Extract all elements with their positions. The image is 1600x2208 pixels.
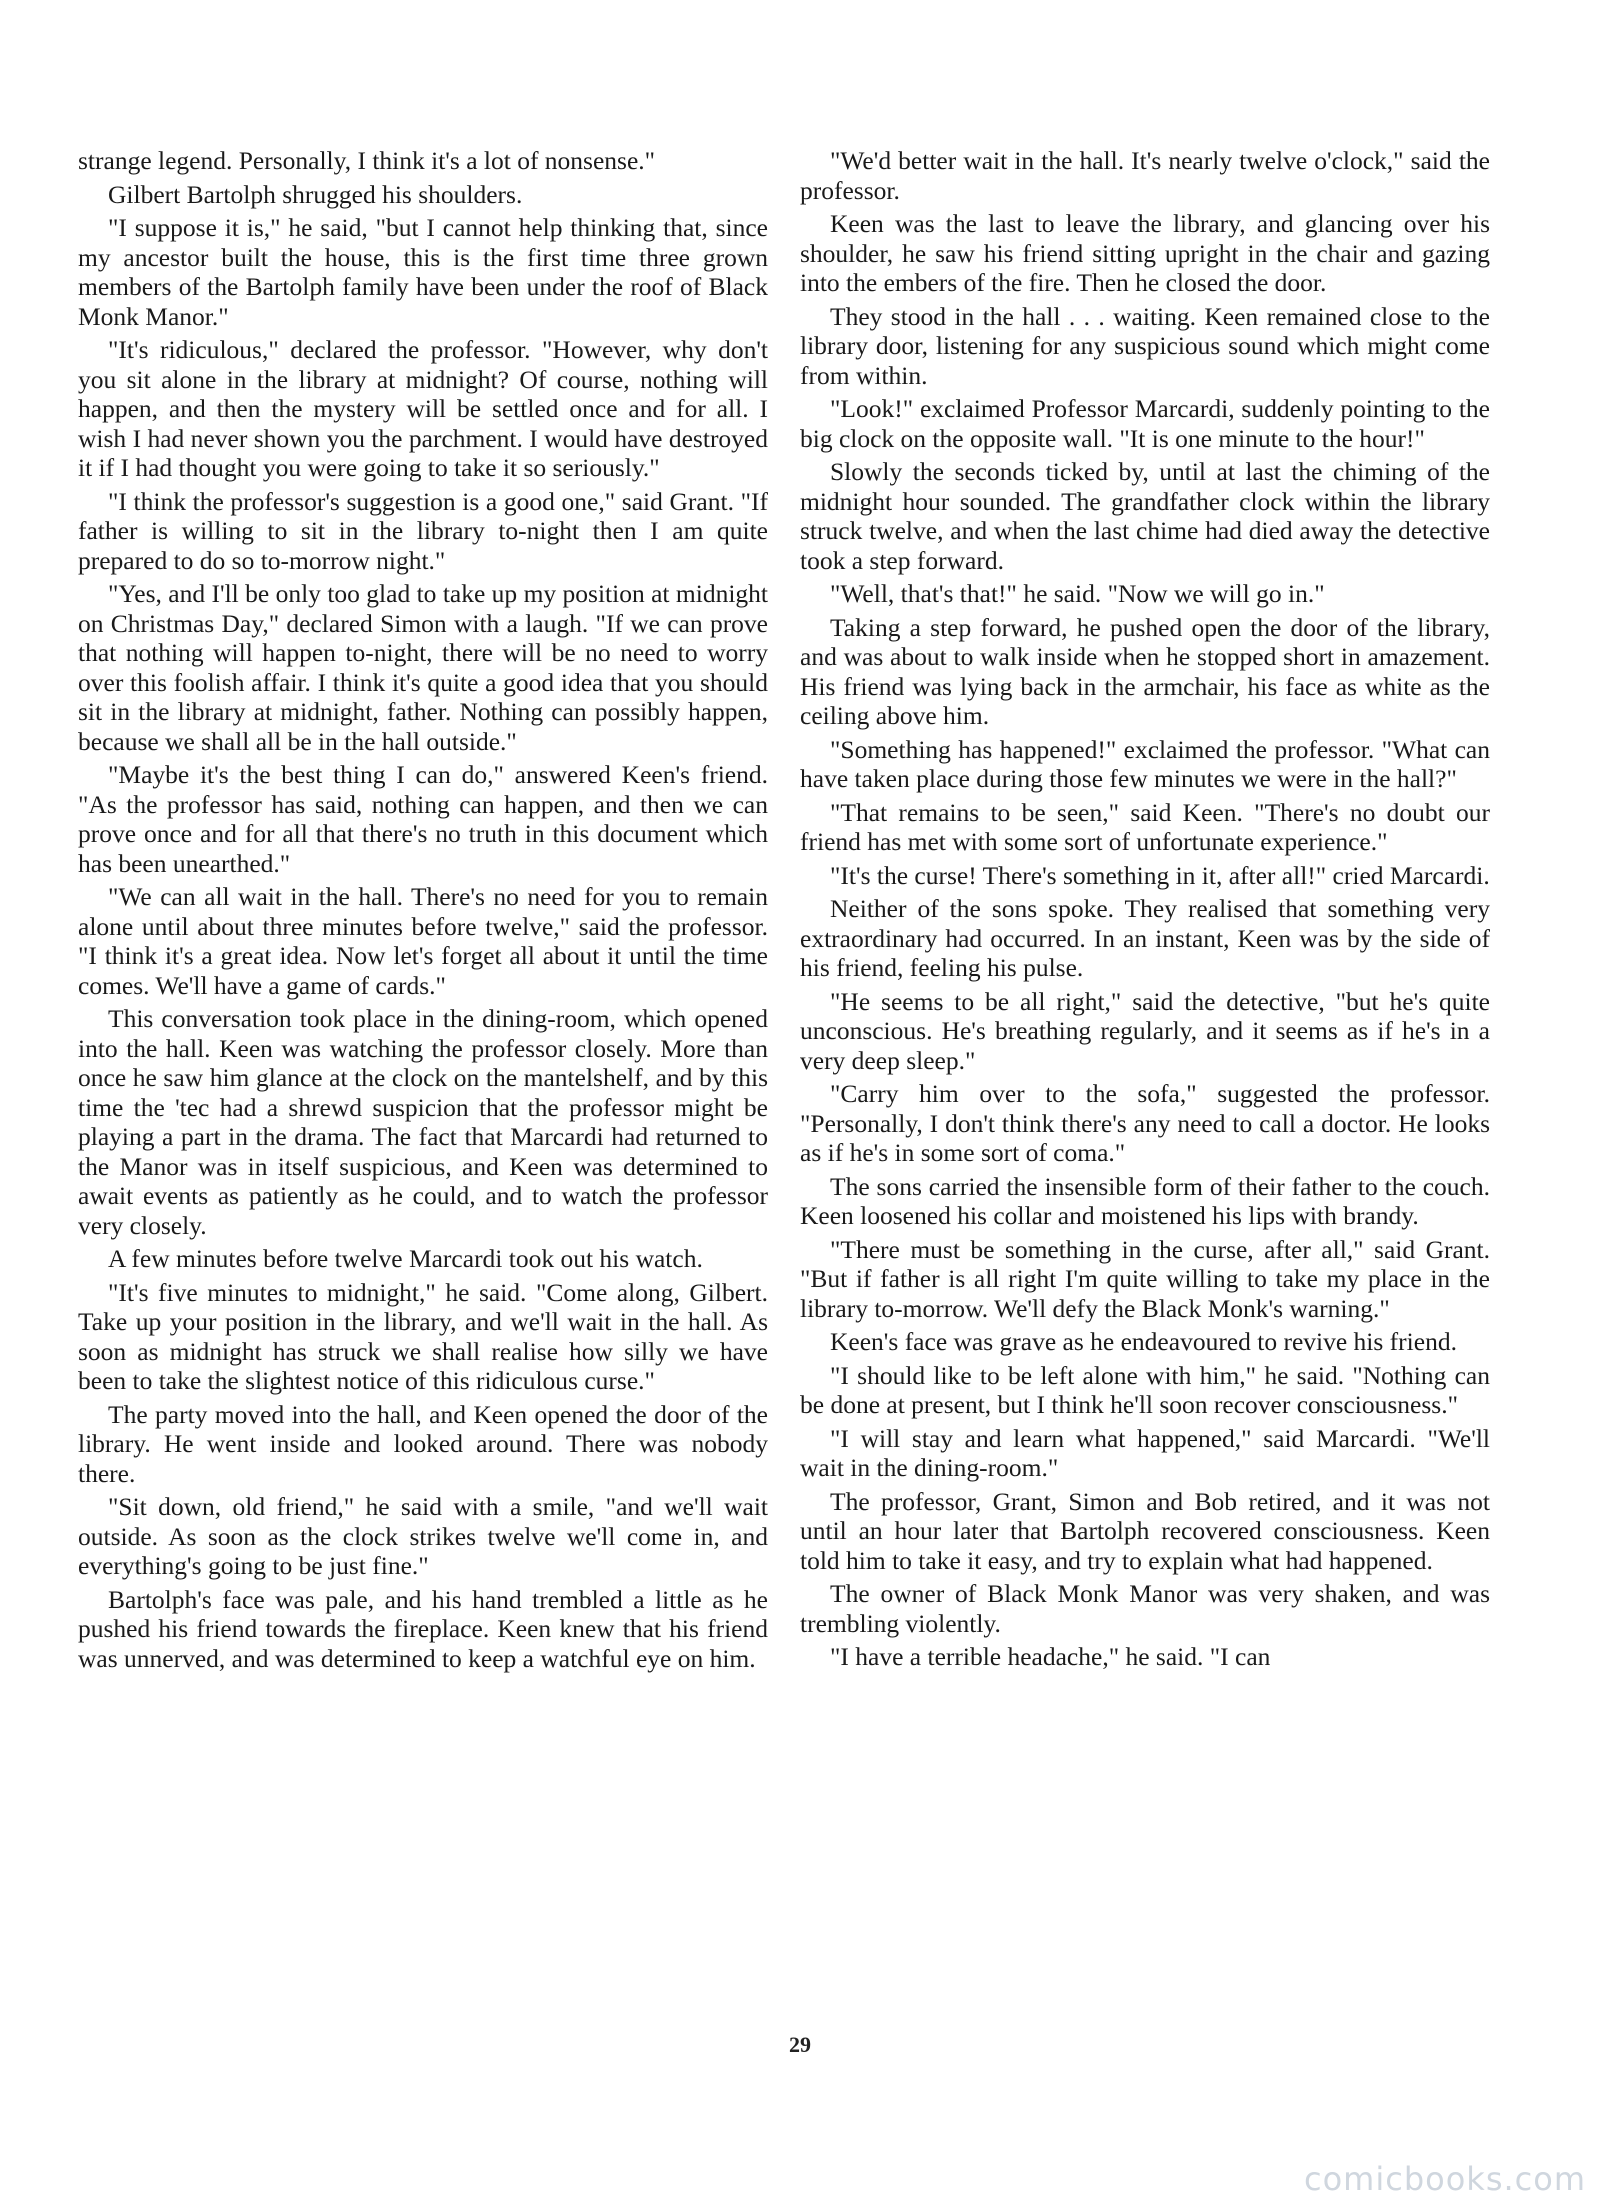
text-column-right [800,146,1490,1676]
text-column-left [78,146,768,1677]
paragraph: "It's ridiculous," declared the professor. "However, why don't you sit alone in the library at midnight? Of course, nothing will happen, and then the mystery will be settled once and for all. I wish I had never shown you the parchment. I would have destroyed it if I had thought you were going to take it so seriously." [78,335,768,482]
page-number: 29 [789,2032,811,2057]
paragraph: "Maybe it's the best thing I can do," answered Keen's friend. "As the professor has said, nothing can happen, and then we can prove once and for all that there's no truth in this document which has been unearthed." [78,760,768,878]
paragraph: "I suppose it is," he said, "but I cannot help thinking that, since my ancestor built the house, this is the first time three grown members of the Bartolph family have been under the roof of Black Monk Manor." [78,213,768,331]
paragraph: The sons carried the insensible form of their father to the couch. Keen loosened his collar and moistened his lips with brandy. [800,1171,1490,1230]
paragraph: "It's five minutes to midnight," he said. "Come along, Gilbert. Take up your position in the library, and we'll wait in the hall. As soon as midnight has struck we shall realise how silly we have been to take the slightest notice of this ridiculous curse." [78,1277,768,1395]
paragraph: strange legend. Personally, I think it's a lot of nonsense." [78,146,656,175]
paragraph: "Something has happened!" exclaimed the professor. "What can have taken place during those few minutes we were in the hall?" [800,734,1490,793]
paragraph: "I have a terrible headache," he said. "I can [830,1642,1271,1671]
paragraph: Bartolph's face was pale, and his hand trembled a little as he pushed his friend towards the fireplace. Keen knew that his friend was unnerved, and was determined to keep a watchful eye on him. [78,1584,768,1673]
paragraph: Taking a step forward, he pushed open the door of the library, and was about to walk inside when he stopped short in amazement. His friend was lying back in the armchair, his face as white as the ceiling above him. [800,612,1490,730]
paragraph: "It's the curse! There's something in it, after all!" cried Marcardi. [830,860,1490,890]
paragraph: "I should like to be left alone with him," he said. "Nothing can be done at present, but I think he'll soon recover consciousness." [800,1360,1490,1419]
paragraph: The party moved into the hall, and Keen opened the door of the library. He went inside and looked around. There was nobody there. [78,1399,768,1488]
paragraph: "That remains to be seen," said Keen. "There's no doubt our friend has met with some sort of unfortunate experience." [800,797,1490,856]
paragraph: The owner of Black Monk Manor was very shaken, and was trembling violently. [800,1579,1490,1638]
paragraph: "Look!" exclaimed Professor Marcardi, suddenly pointing to the big clock on the opposite wall. "It is one minute to the hour!" [800,394,1490,453]
watermark: comicbooks.com [1303,2160,1586,2198]
paragraph: A few minutes before twelve Marcardi took out his watch. [108,1244,703,1273]
paragraph: "I will stay and learn what happened," said Marcardi. "We'll wait in the dining-room." [800,1423,1490,1482]
paragraph: "I think the professor's suggestion is a good one," said Grant. "If father is willing to sit in the library to-night then I am quite prepared to do so to-morrow night." [78,486,768,575]
paragraph: "We'd better wait in the hall. It's nearly twelve o'clock," said the professor. [800,146,1490,205]
paragraph: "He seems to be all right," said the detective, "but he's quite unconscious. He's breathing regularly, and it seems as if he's in a very deep sleep." [800,986,1490,1075]
paragraph: Slowly the seconds ticked by, until at last the chiming of the midnight hour sounded. The grandfather clock within the library struck twelve, and when the last chime had died away the detective took a step forward. [800,457,1490,575]
paragraph: "Well, that's that!" he said. "Now we will go in." [830,579,1325,608]
paragraph: This conversation took place in the dining-room, which opened into the hall. Keen was watching the professor closely. More than once he saw him glance at the clock on the mantelshelf, and by this time the 'tec had a shrewd suspicion that the professor might be playing a part in the drama. The fact that Marcardi had returned to the Manor was in itself suspicious, and Keen was determined to await events as patiently as he could, and to watch the professor very closely. [78,1004,768,1240]
paragraph: They stood in the hall . . . waiting. Keen remained close to the library door, listening for any suspicious sound which might come from within. [800,301,1490,390]
paragraph: "Yes, and I'll be only too glad to take up my position at midnight on Christmas Day," declared Simon with a laugh. "If we can prove that nothing will happen to-night, there will be no need to worry over this foolish affair. I think it's quite a good idea that you should sit in the library at midnight, father. Nothing can possibly happen, because we shall all be in the hall outside." [78,579,768,756]
paragraph: "Sit down, old friend," he said with a smile, "and we'll wait outside. As soon as the clock strikes twelve we'll come in, and everything's going to be just fine." [78,1492,768,1580]
paragraph: Keen's face was grave as he endeavoured to revive his friend. [830,1327,1457,1356]
paragraph: The professor, Grant, Simon and Bob retired, and it was not until an hour later that Bartolph recovered consciousness. Keen told him to take it easy, and try to explain what had happened. [800,1486,1490,1575]
paragraph: Keen was the last to leave the library, and glancing over his shoulder, he saw his friend sitting upright in the chair and gazing into the embers of the fire. Then he closed the door. [800,209,1490,297]
paragraph: Neither of the sons spoke. They realised that something very extraordinary had occurred. In an instant, Keen was by the side of his friend, feeling his pulse. [800,894,1490,982]
paragraph: "Carry him over to the sofa," suggested the professor. "Personally, I don't think there's any need to call a doctor. He looks as if he's in some sort of coma." [800,1079,1490,1167]
paragraph: Gilbert Bartolph shrugged his shoulders. [108,179,523,209]
paragraph: "There must be something in the curse, after all," said Grant. "But if father is all right I'm quite willing to take my place in the library to-morrow. We'll defy the Black Monk's warning." [800,1234,1490,1323]
paragraph: "We can all wait in the hall. There's no need for you to remain alone until about three minutes before twelve," said the professor. "I think it's a great idea. Now let's forget all about it until the time comes. We'll have a game of cards." [78,882,768,1000]
